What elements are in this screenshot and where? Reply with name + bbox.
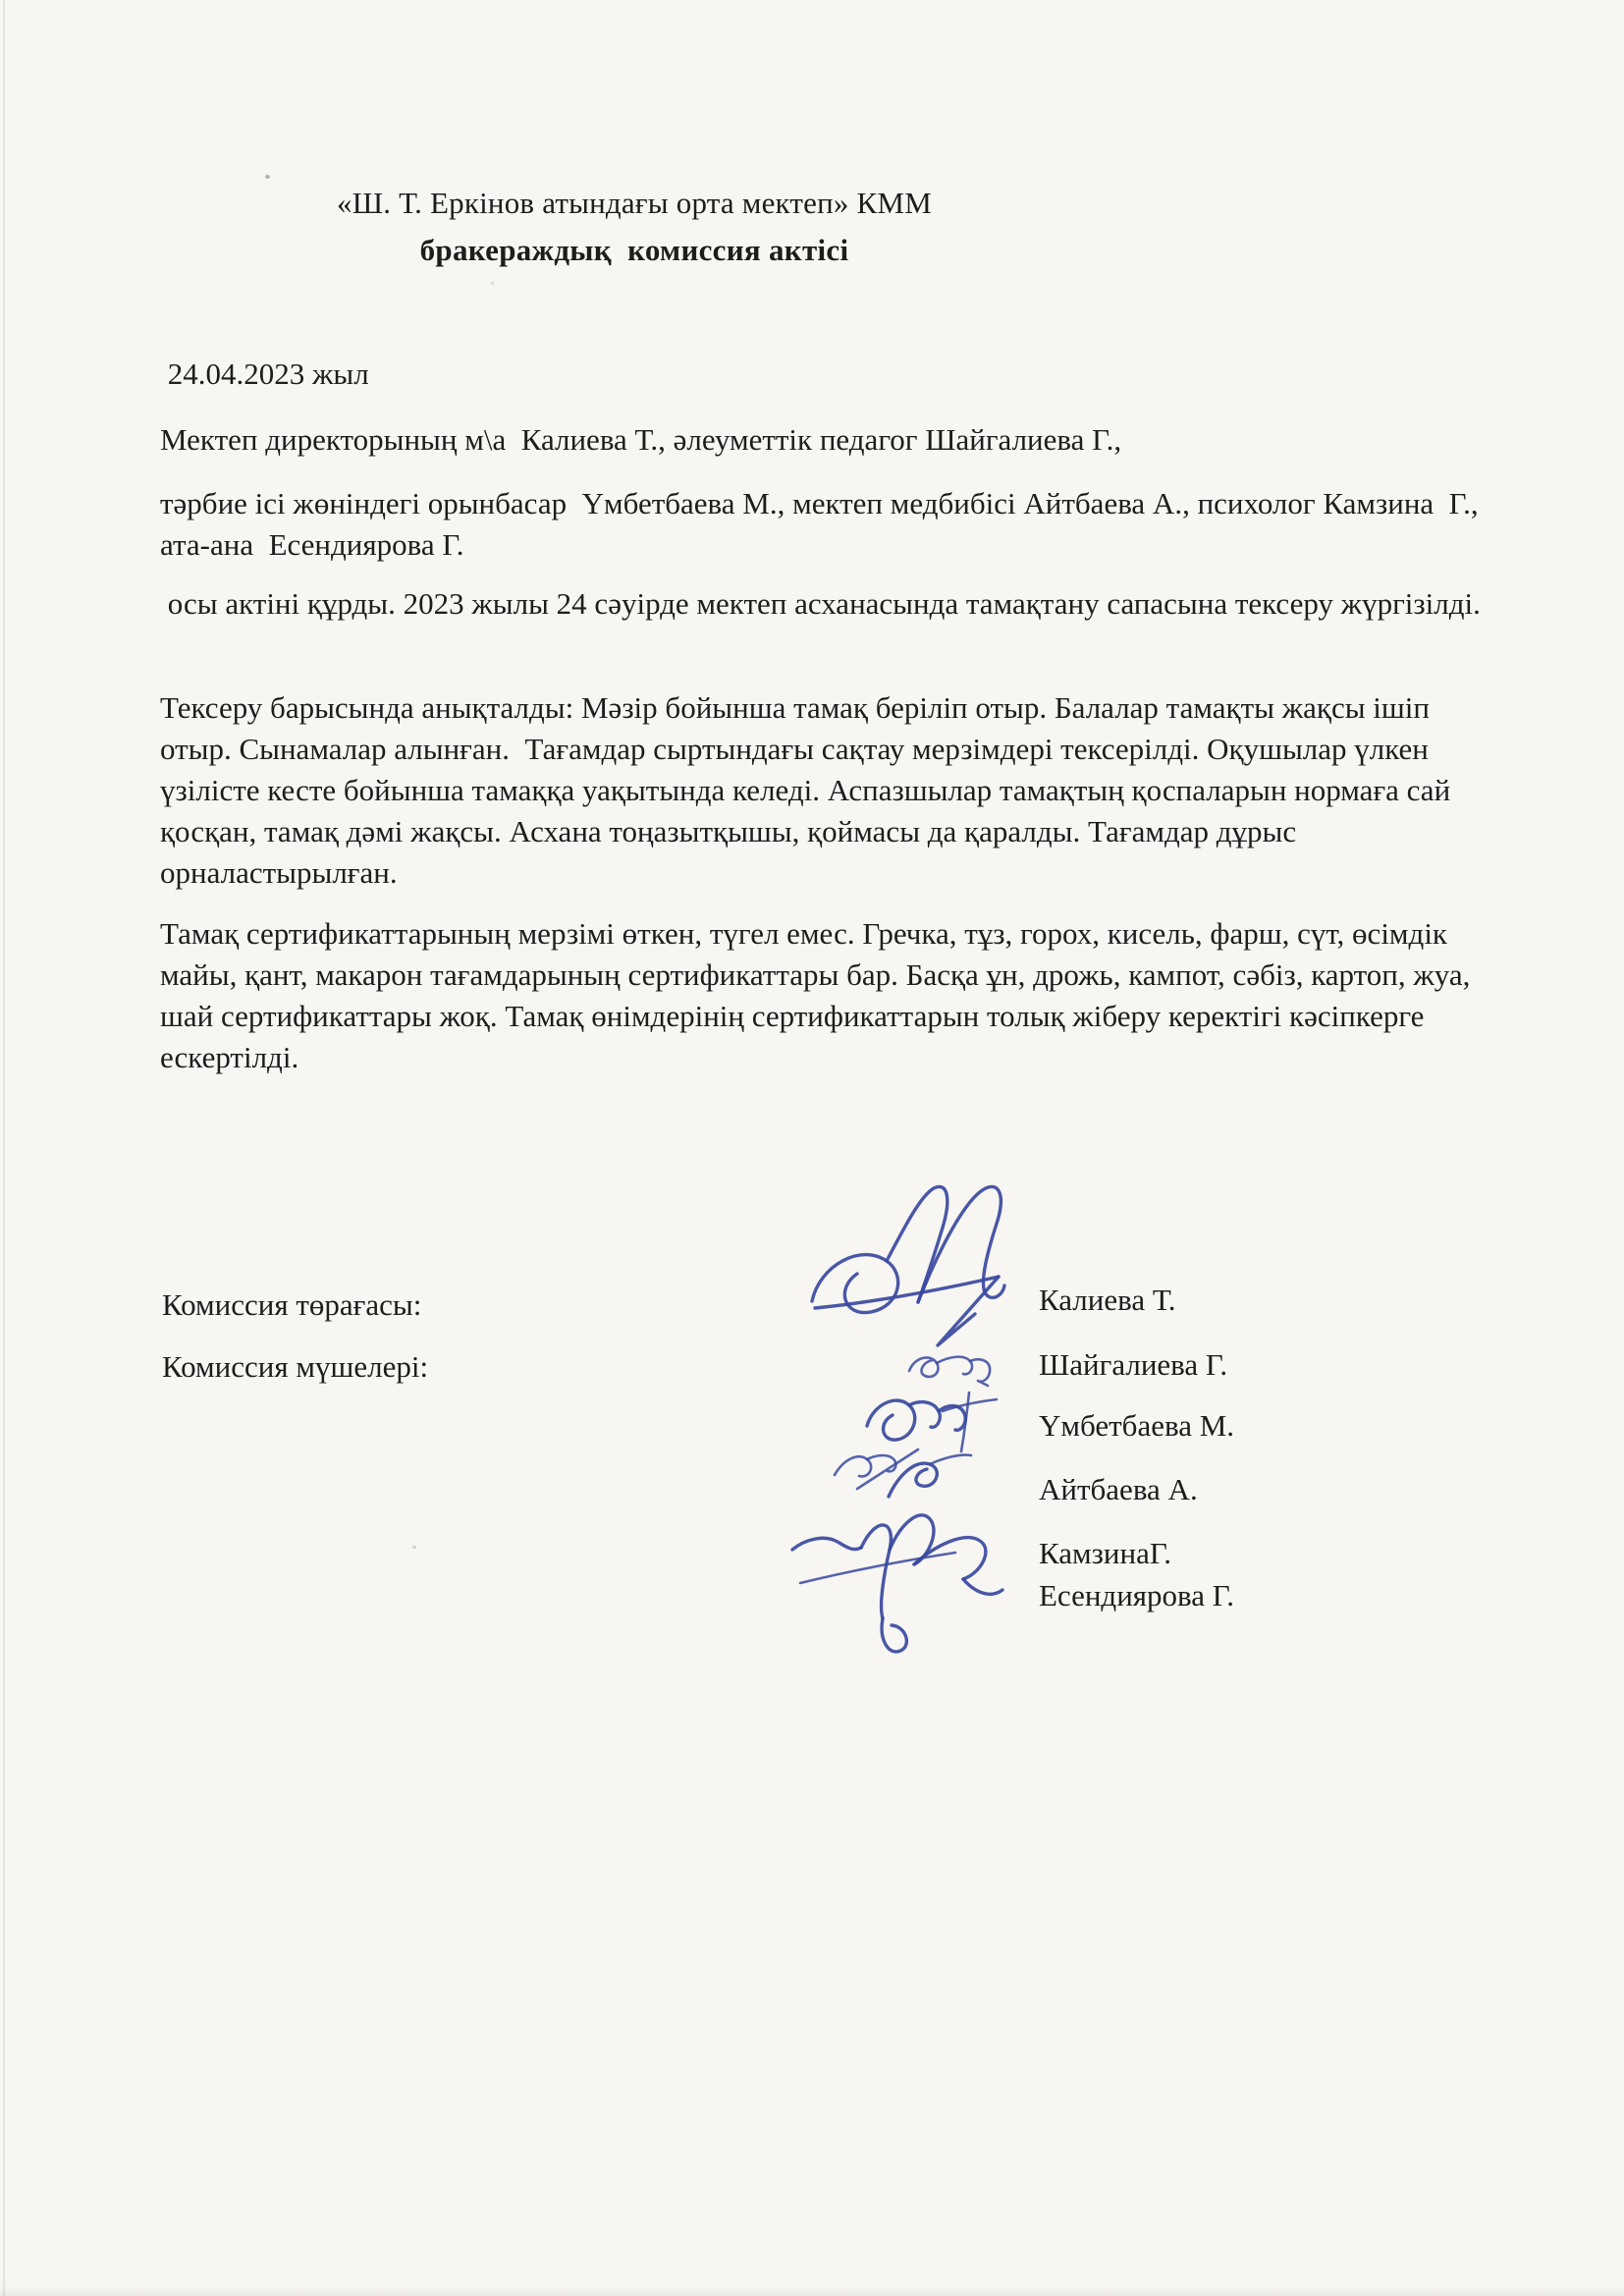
document-title-block <box>0 180 1269 274</box>
label-commission-chairman: Комиссия төрағасы: <box>162 1287 422 1322</box>
handwritten-signatures-ink <box>741 1159 1046 1679</box>
scan-edge-artifact <box>3 0 5 2296</box>
date-line: 24.04.2023 жыл <box>160 356 369 391</box>
label-commission-members: Комиссия мүшелері: <box>162 1349 429 1384</box>
paragraph-commission-members-1: Мектеп директорының м\а Калиева Т., әлеуметтік педагог Шайгалиева Г., <box>160 422 1122 457</box>
paragraph-certificates: Тамақ сертификаттарының мерзімі өткен, түгел емес. Гречка, тұз, горох, кисель, фарш, сүт, өсімдік майы, қант, макарон тағамдарының сертификаттары бар. Басқа ұн, дрожь, кампот, сәбіз, картоп, жуа, шай сертификаттары жоқ. Тамақ өнімдерінің сертификаттарын толық жіберу керектігі кәсіпкерге ескертілді. <box>160 916 1486 1074</box>
signatory-name: Шайгалиева Г. <box>1039 1347 1228 1382</box>
signatory-name: Калиева Т. <box>1039 1283 1176 1317</box>
document-subtitle: бракераждық комиссия актісі <box>419 233 849 267</box>
signatory-name: Есендиярова Г. <box>1039 1578 1234 1613</box>
document-title: «Ш. Т. Еркінов атындағы орта мектеп» КММ <box>337 186 932 220</box>
scan-speck <box>491 282 494 285</box>
scan-speck <box>412 1546 416 1549</box>
scan-speck <box>265 175 270 179</box>
paragraph-inspection-findings: Тексеру барысында анықталды: Мәзір бойынша тамақ беріліп отыр. Балалар тамақты жақсы ішіп отыр. Сынамалар алынған. Тағамдар сыртындағы сақтау мерзімдері тексерілді. Оқушылар үлкен үзілісте кесте бойынша тамаққа уақытында келеді. Аспазшылар тамақтың қоспаларын нормаға сай қосқан, тамақ дәмі жақсы. Асхана тоңазытқышы, қоймасы да қаралды. Тағамдар дұрыс орналастырылған. <box>160 690 1458 890</box>
signatory-name: Айтбаева А. <box>1039 1472 1198 1506</box>
signatory-name: КамзинаГ. <box>1039 1536 1172 1570</box>
paragraph-act-purpose: осы актіні құрды. 2023 жылы 24 сәуірде мектеп асханасында тамақтану сапасына тексеру жүргізілді. <box>160 586 1481 621</box>
signatory-name: Үмбетбаева М. <box>1039 1408 1235 1443</box>
paragraph-commission-members-2: тәрбие ісі жөніндегі орынбасар Үмбетбаева М., мектеп медбибісі Айтбаева А., психолог Камзина Г., ата-ана Есендиярова Г. <box>160 486 1494 562</box>
scan-edge-artifact <box>0 2286 1624 2296</box>
